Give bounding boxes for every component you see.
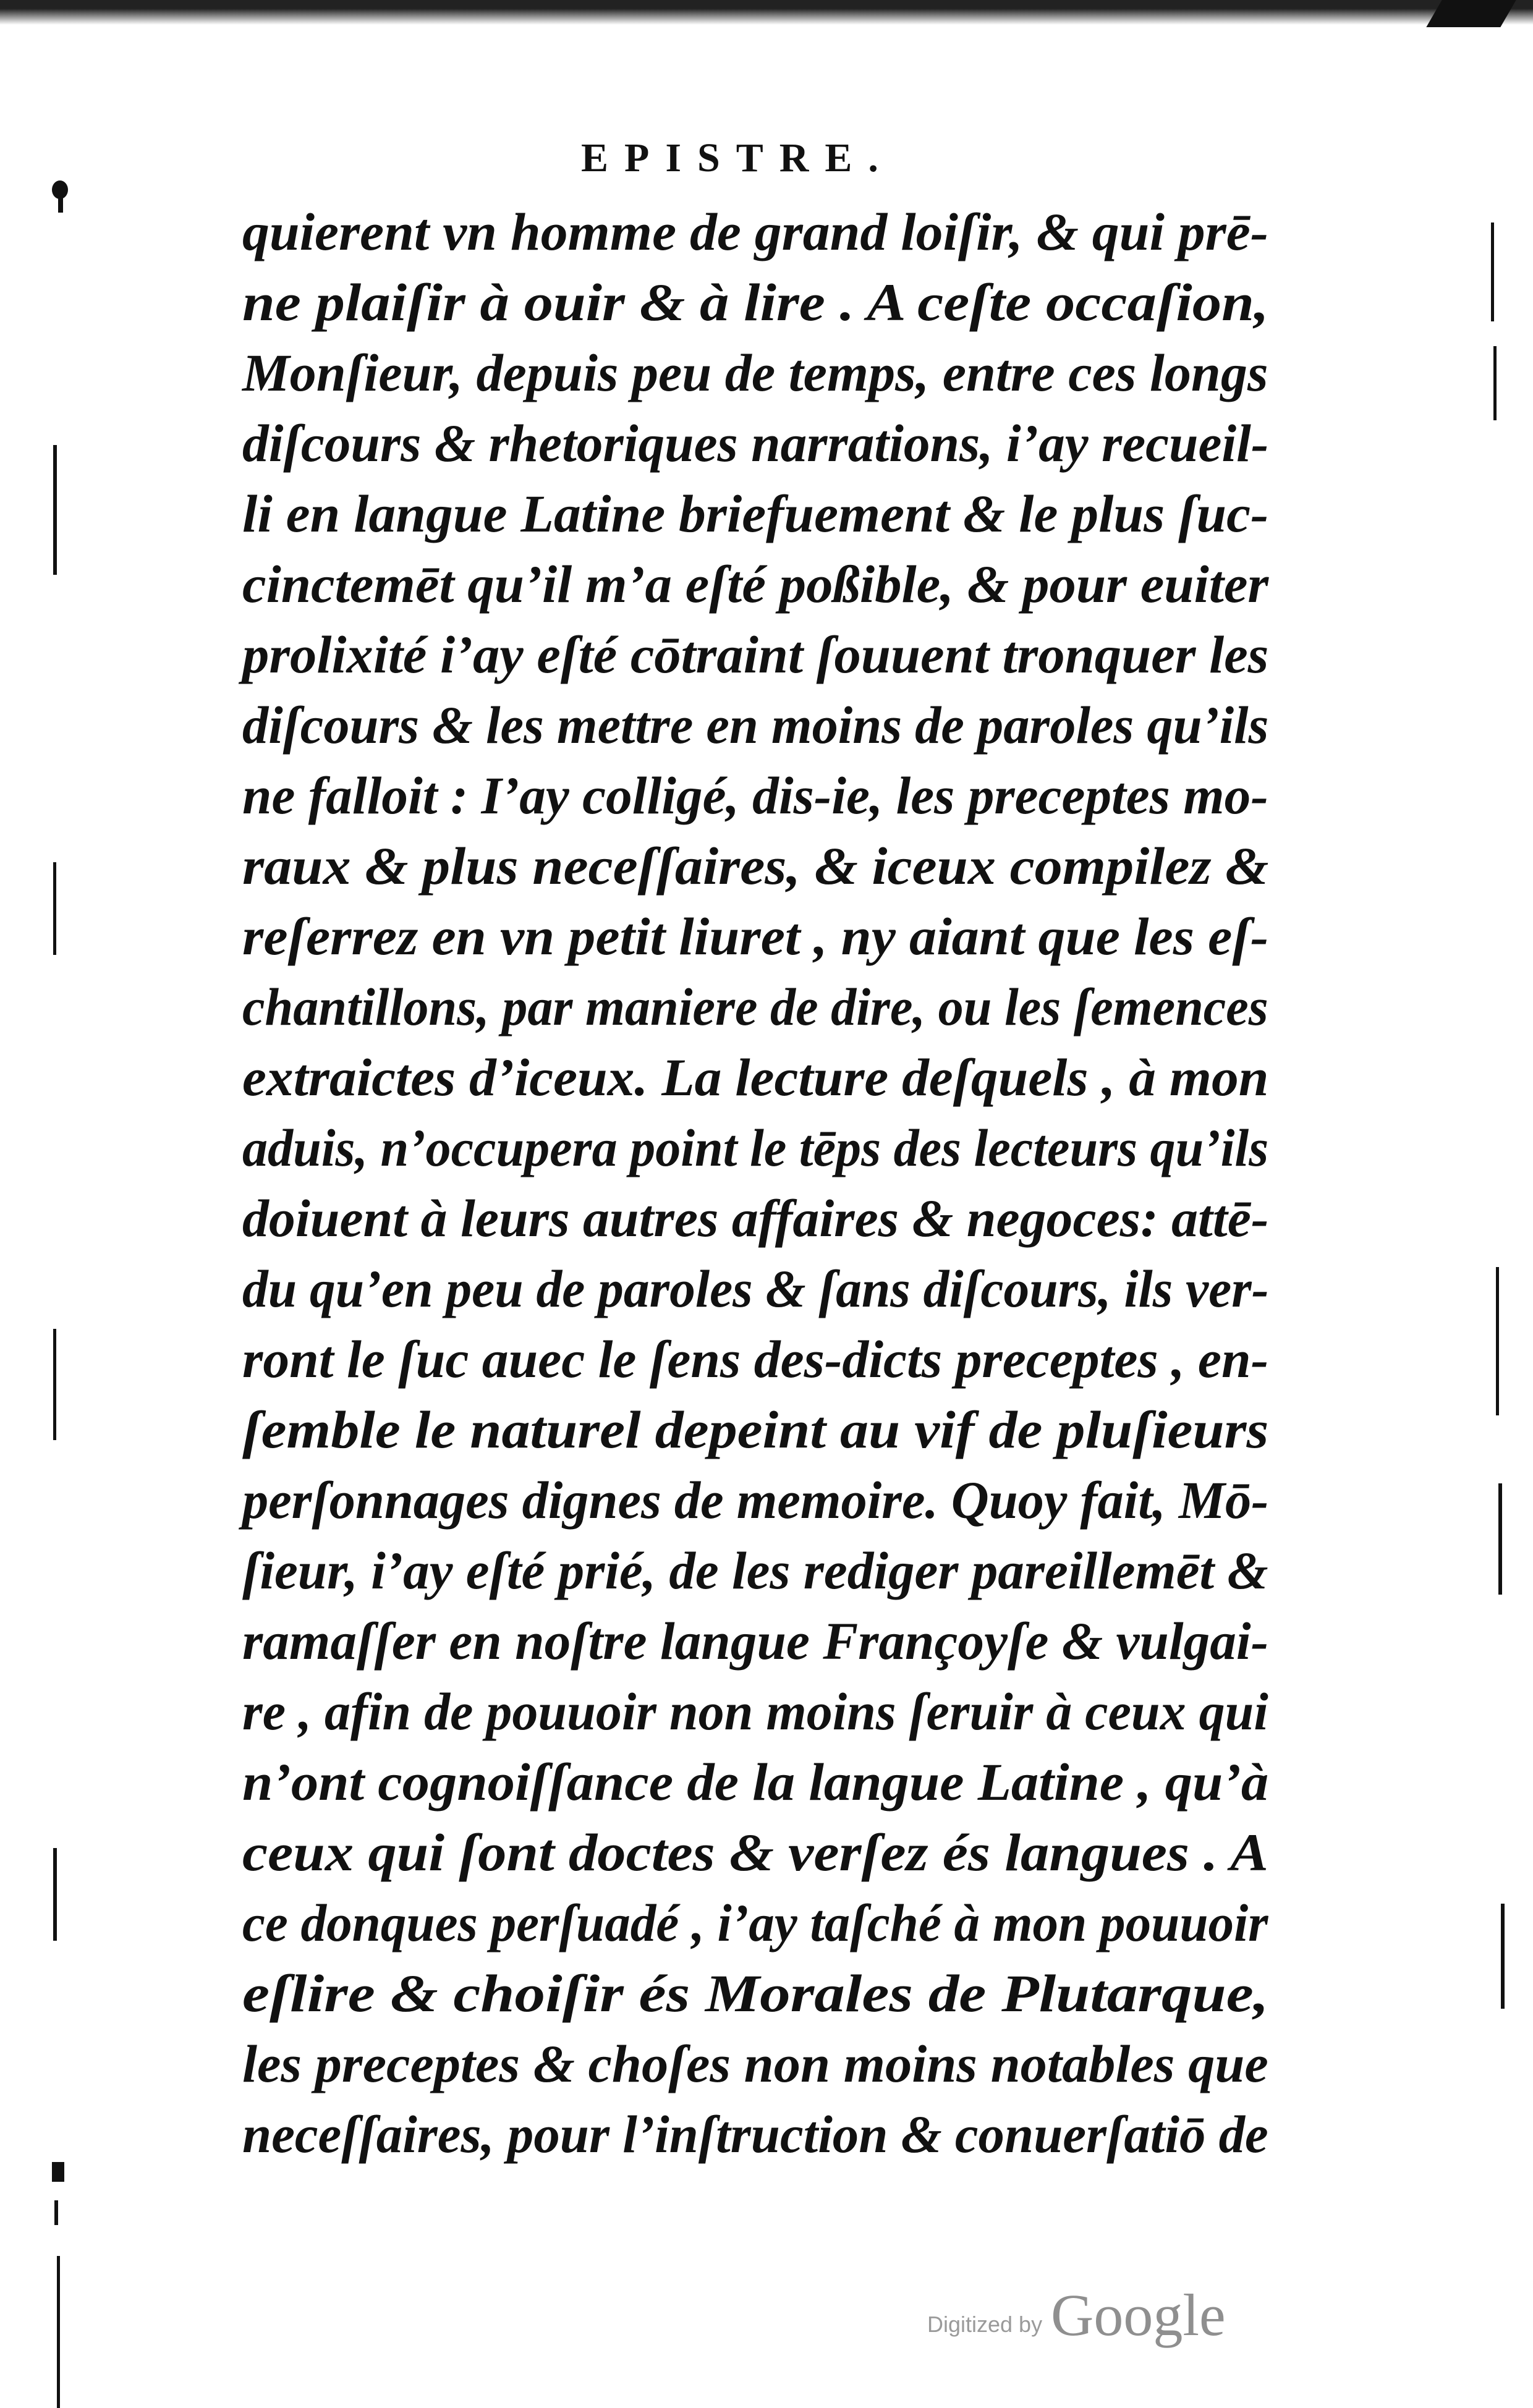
digitized-by-google-watermark bbox=[927, 2281, 1273, 2355]
text-line: ront le ſuc auec le ſens des-dicts preceptes , en- bbox=[242, 1329, 1269, 1389]
scan-edge-shadow bbox=[0, 0, 1533, 25]
margin-mark bbox=[1496, 1267, 1499, 1415]
margin-mark bbox=[57, 2256, 60, 2408]
margin-mark bbox=[58, 198, 63, 213]
text-line: aduis, n’occupera point le tēps des lecteurs qu’ils bbox=[242, 1118, 1269, 1177]
text-line: re , afin de pouuoir non moins ſeruir à ceux qui bbox=[242, 1682, 1268, 1741]
text-line: chantillons, par maniere de dire, ou les ſemences bbox=[242, 977, 1268, 1037]
text-line: quierent vn homme de grand loiſir, & qui prē- bbox=[242, 202, 1268, 261]
margin-mark bbox=[54, 2200, 58, 2225]
text-line: ne plaiſir à ouir & à lire . A ceſte occaſion, bbox=[242, 273, 1269, 332]
text-line: ce donques perſuadé , i’ay taſché à mon pouuoir bbox=[242, 1893, 1268, 1952]
text-line: doiuent à leurs autres affaires & negoces: attē- bbox=[242, 1189, 1269, 1248]
margin-mark bbox=[53, 445, 57, 575]
margin-mark bbox=[53, 862, 56, 955]
text-line: ſemble le naturel depeint au vif de pluſieurs bbox=[242, 1400, 1269, 1459]
margin-mark bbox=[1426, 0, 1516, 27]
margin-mark bbox=[1498, 1483, 1502, 1595]
text-line: raux & plus neceſſaires, & iceux compilez & bbox=[242, 836, 1269, 896]
text-line: perſonnages dignes de memoire. Quoy fait, Mō- bbox=[242, 1470, 1269, 1530]
margin-mark bbox=[53, 1848, 57, 1941]
text-line: ſieur, i’ay eſté prié, de les rediger pareillemēt & bbox=[242, 1541, 1268, 1600]
body-text bbox=[242, 197, 1268, 2169]
watermark-prefix: Digitized by bbox=[927, 2312, 1043, 2337]
text-line: neceſſaires, pour l’inſtruction & conuerſatiō de bbox=[242, 2105, 1268, 2164]
running-head: EPISTRE. bbox=[581, 135, 894, 180]
margin-mark bbox=[53, 1329, 56, 1440]
text-line: extraictes d’iceux. La lecture deſquels , à mon bbox=[242, 1048, 1269, 1107]
margin-mark bbox=[1493, 346, 1497, 420]
margin-mark bbox=[52, 180, 68, 199]
text-line: diſcours & les mettre en moins de paroles qu’ils bbox=[242, 695, 1269, 755]
text-line: reſerrez en vn petit liuret , ny aiant que les eſ- bbox=[242, 907, 1269, 966]
text-line: n’ont cognoiſſance de la langue Latine , qu’à bbox=[242, 1752, 1269, 1812]
text-line: Monſieur, depuis peu de temps, entre ces longs bbox=[242, 343, 1268, 402]
margin-mark bbox=[52, 2162, 64, 2182]
text-line: ne falloit : I’ay colligé, dis-ie, les preceptes mo- bbox=[242, 766, 1268, 825]
text-line: prolixité i’ay eſté cōtraint ſouuent tronquer les bbox=[242, 625, 1269, 684]
text-line: cinctemēt qu’il m’a eſté poßible, & pour euiter bbox=[242, 554, 1269, 614]
text-line: li en langue Latine briefuement & le plus ſuc- bbox=[242, 484, 1269, 543]
text-line: ceux qui ſont doctes & verſez és langues . A bbox=[242, 1823, 1268, 1882]
text-line: ramaſſer en noſtre langue Françoyſe & vulgai- bbox=[242, 1611, 1269, 1671]
margin-mark bbox=[1501, 1904, 1505, 2009]
google-logo: Google bbox=[1051, 2282, 1226, 2348]
text-line: diſcours & rhetoriques narrations, i’ay recueil- bbox=[242, 413, 1269, 473]
text-line: du qu’en peu de paroles & ſans diſcours, ils ver- bbox=[242, 1259, 1269, 1318]
text-line: eſlire & choiſir és Morales de Plutarque, bbox=[242, 1964, 1269, 2023]
text-line: les preceptes & choſes non moins notables que bbox=[242, 2034, 1268, 2093]
margin-mark bbox=[1491, 223, 1494, 321]
